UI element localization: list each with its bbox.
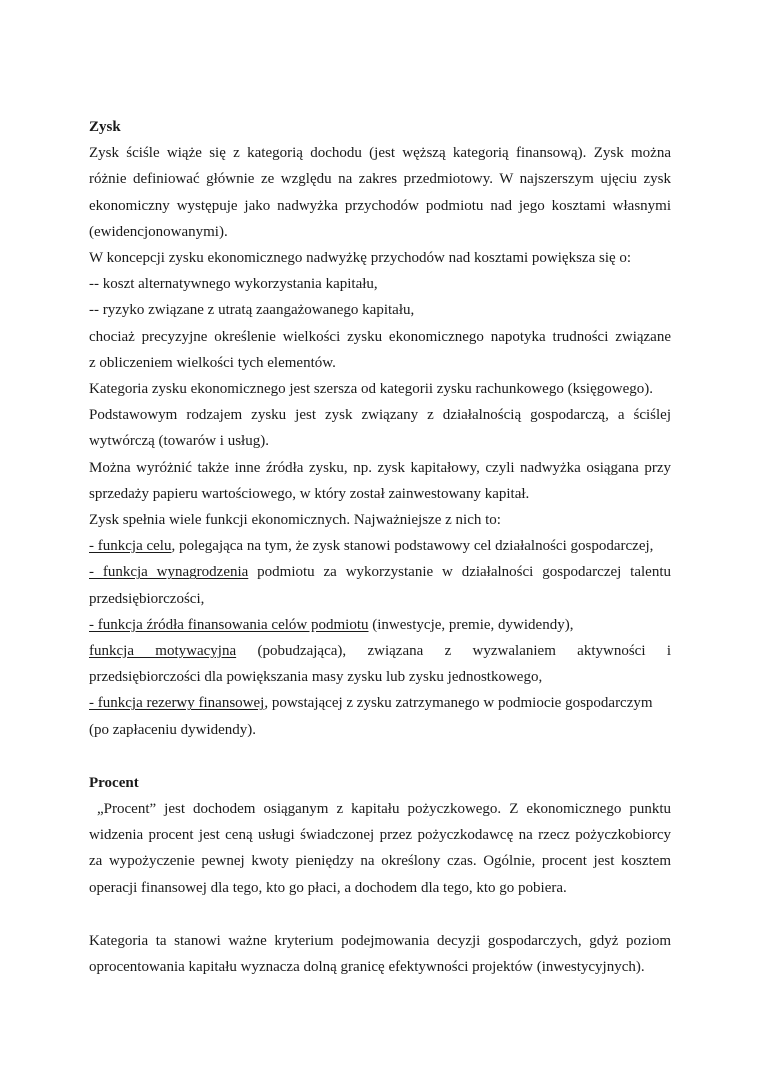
text-line: chociaż precyzyjne określenie wielkości zysku ekonomicznego napotyka trudności związane — [89, 328, 671, 345]
list-item-funkcja-wynagrodzenia — [89, 559, 671, 585]
text-line: operacji finansowej dla tego, kto go płaci, a dochodem dla tego, kto go pobiera. — [89, 879, 567, 896]
text-line: za wypożyczenie pewnej kwoty pieniędzy na określony czas. Ogólnie, procent jest kosztem — [89, 853, 671, 870]
term-description: (inwestycje, premie, dywidendy), — [368, 616, 574, 633]
text-line: sprzedaży papieru wartościowego, w który został zainwestowany kapitał. — [89, 485, 530, 502]
text-line: Zysk ściśle wiąże się z kategorią dochodu (jest węższą kategorią finansową). Zysk można — [89, 145, 671, 162]
list-item: -- ryzyko związane z utratą zaangażowanego kapitału, — [89, 302, 415, 319]
section-heading-procent: Procent — [89, 774, 139, 791]
term-description: , polegająca na tym, że zysk stanowi podstawowy cel działalności gospodarczej, — [171, 538, 654, 555]
text-line: z obliczeniem wielkości tych elementów. — [89, 354, 336, 371]
list-item-funkcja-motywacyjna — [89, 638, 671, 664]
text-line: (po zapłaceniu dywidendy). — [89, 721, 257, 738]
list-item: -- koszt alternatywnego wykorzystania kapitału, — [89, 276, 378, 293]
list-item-funkcja-celu — [89, 533, 671, 559]
text-line: ekonomiczny występuje jako nadwyżka przychodów podmiotu nad jego kosztami własnymi — [89, 197, 671, 214]
text-line: Podstawowym rodzajem zysku jest zysk związany z działalnością gospodarczą, a ściślej — [89, 407, 671, 424]
term-funkcja-motywacyjna: funkcja motywacyjna — [89, 643, 237, 660]
text-line: Zysk spełnia wiele funkcji ekonomicznych. Najważniejsze z nich to: — [89, 512, 501, 529]
term-description: , powstającej z zysku zatrzymanego w podmiocie gospodarczym — [264, 695, 653, 712]
list-item-funkcja-rezerwy — [89, 690, 671, 716]
term-description: podmiotu za wykorzystanie w działalności gospodarczej talentu — [248, 564, 671, 581]
document-body — [89, 114, 671, 980]
term-funkcja-celu: - funkcja celu — [89, 538, 172, 555]
text-line: oprocentowania kapitału wyznacza dolną granicę efektywności projektów (inwestycyjnych). — [89, 959, 645, 976]
text-line: różnie definiować głównie ze względu na zakres przedmiotowy. W najszerszym ujęciu zysk — [89, 171, 671, 188]
text-line: przedsiębiorczości dla powiększania masy zysku lub zysku jednostkowego, — [89, 669, 543, 686]
term-funkcja-zrodla-finansowania: - funkcja źródła finansowania celów podmiotu — [89, 616, 369, 633]
text-line: Kategoria ta stanowi ważne kryterium podejmowania decyzji gospodarczych, gdyż poziom — [89, 932, 671, 949]
text-line: widzenia procent jest ceną usługi świadczonej przez pożyczkodawcę na rzecz pożyczkobiorcy — [89, 827, 671, 844]
section-heading-zysk: Zysk — [89, 119, 121, 135]
text-line: wytwórczą (towarów i usług). — [89, 433, 269, 450]
text-line: Kategoria zysku ekonomicznego jest szersza od kategorii zysku rachunkowego (księgowego). — [89, 381, 653, 398]
text-line: (ewidencjonowanymi). — [89, 223, 228, 240]
text-line: przedsiębiorczości, — [89, 590, 205, 607]
term-funkcja-rezerwy-finansowej: - funkcja rezerwy finansowej — [89, 695, 265, 712]
spacer — [89, 743, 671, 770]
text-line: Można wyróżnić także inne źródła zysku, np. zysk kapitałowy, czyli nadwyżka osiągana przy — [89, 459, 671, 476]
term-funkcja-wynagrodzenia: - funkcja wynagrodzenia — [89, 564, 249, 581]
text-line: W koncepcji zysku ekonomicznego nadwyżkę przychodów nad kosztami powiększa się o: — [89, 250, 632, 267]
term-description: (pobudzająca), związana z wyzwalaniem aktywności i — [236, 643, 671, 660]
spacer — [89, 901, 671, 928]
list-item-funkcja-zrodla — [89, 612, 671, 638]
text-line: „Procent” jest dochodem osiąganym z kapitału pożyczkowego. Z ekonomicznego punktu — [89, 801, 671, 818]
